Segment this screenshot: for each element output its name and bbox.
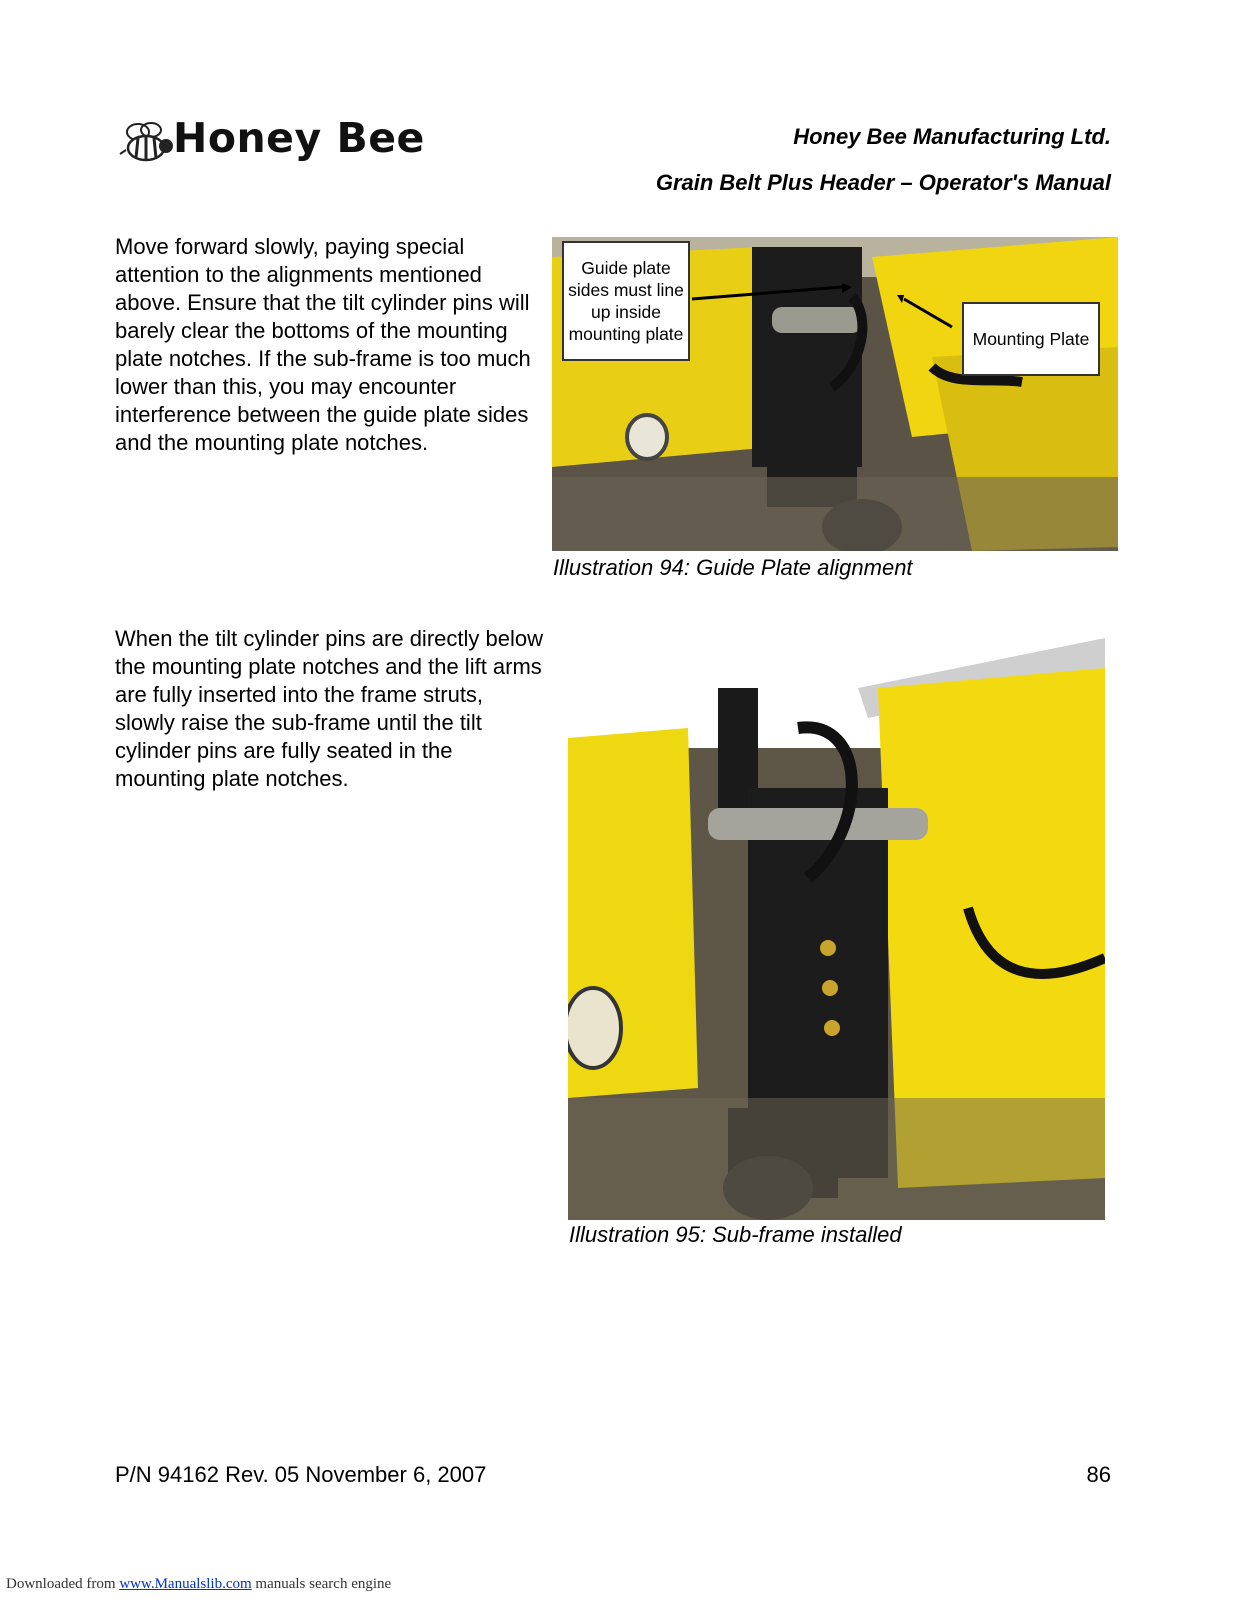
download-banner	[6, 1576, 391, 1593]
company-name: Honey Bee Manufacturing Ltd.	[793, 124, 1111, 149]
logo-wordmark: Honey Bee	[173, 114, 425, 162]
download-suffix: manuals search engine	[251, 1576, 392, 1592]
download-prefix: Downloaded from	[6, 1576, 120, 1592]
sub-frame-paragraph: When the tilt cylinder pins are directly below the mounting plate notches and the lift arms are fully inserted into the frame struts, slowly raise the sub-frame until the tilt cylinder pins are fully seated in the mounting plate notches.	[115, 626, 543, 791]
manualslib-link[interactable]: www.Manualslib.com	[119, 1576, 252, 1592]
mounting-plate-callout: Mounting Plate	[962, 302, 1100, 376]
guide-plate-callout: Guide plate sides must line up inside mounting plate	[562, 241, 690, 361]
guide-plate-paragraph: Move forward slowly, paying special attention to the alignments mentioned above. Ensure that the tilt cylinder pins will barely clear the bottoms of the mounting plate notches. If the sub-frame is too much lower than this, you may encounter interference between the guide plate sides and the mounting plate notches.	[115, 234, 531, 455]
page-number: 86	[1086, 1462, 1111, 1487]
part-number: P/N 94162 Rev. 05 November 6, 2007	[115, 1462, 487, 1487]
manual-title: Grain Belt Plus Header – Operator's Manual	[655, 170, 1111, 195]
bee-icon	[118, 118, 176, 166]
guide-plate-photo	[552, 237, 1118, 551]
sub-frame-photo-image	[568, 628, 1105, 1220]
sub-frame-photo	[568, 628, 1105, 1220]
illustration-94-caption: Illustration 94: Guide Plate alignment	[553, 555, 913, 580]
honey-bee-logo	[118, 112, 425, 172]
illustration-95-caption: Illustration 95: Sub-frame installed	[569, 1222, 902, 1247]
